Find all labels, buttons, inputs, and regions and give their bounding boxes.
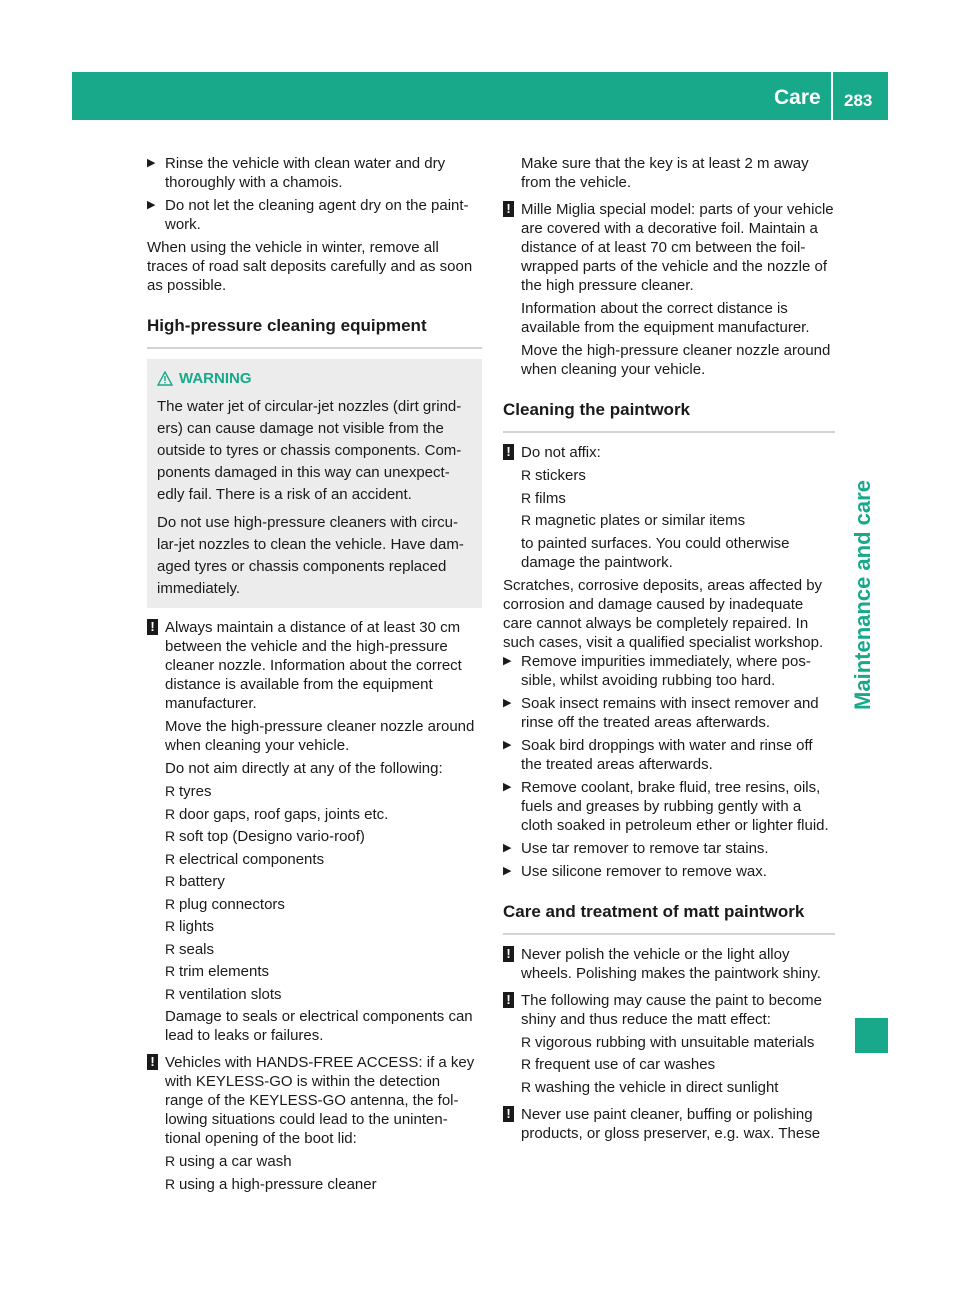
list-item: R trim elements [165,963,270,980]
page-number: 283 [844,91,873,110]
caution-icon: ! [503,444,514,460]
step-arrow-icon: ▶ [503,738,512,751]
warning-triangle-icon [157,371,173,386]
step-arrow-icon: ▶ [503,654,512,667]
instruction-step: ▶ Use tar remover to remove tar stains. [503,839,769,857]
bullet-list [521,1033,835,1097]
header-separator [831,72,833,120]
step-arrow-icon: ▶ [503,841,512,854]
list-item: R stickers [521,467,586,484]
caution-icon: ! [503,201,514,217]
step-arrow-icon: ▶ [503,864,512,877]
list-item: R washing the vehicle in direct sunlight [521,1078,779,1096]
list-item: R battery [165,873,225,890]
bullet-list [165,782,482,1004]
list-item: R electrical components [165,850,325,868]
list-item: R ventilation slots [165,985,282,1003]
step-arrow-icon: ▶ [147,199,156,211]
list-item: R magnetic plates or similar items [521,512,746,529]
left-column [147,154,482,1198]
warning-title: WARNING [157,369,472,388]
caution-note: ! Do not affix: R stickers R films R magnetic plates or similar items to painted surfaces. You could otherwise damage the paintwork. [503,443,835,572]
caution-icon: ! [503,992,514,1008]
caution-icon: ! [503,946,514,962]
step-arrow-icon: ▶ [503,780,512,793]
list-item: R vigorous rubbing with unsuitable materials [521,1033,815,1051]
list-item: R using a high-pressure cleaner [165,1175,377,1193]
side-tab-marker [855,1018,888,1053]
list-item: R seals [165,940,215,958]
list-item: R tyres [165,783,212,800]
instruction-step: ▶ Use silicone remover to remove wax. [503,862,767,880]
scratches-paragraph: Scratches, corrosive deposits, areas affected by corrosion and damage caused by inadequate care cannot always be completely repaired. In such cases, visit a qualified specialist workshop. [503,576,824,651]
caution-icon: ! [147,1054,158,1070]
step-arrow-icon: ▶ [147,157,156,169]
heading-high-pressure: High-pressure cleaning equipment [147,315,482,349]
warning-box [147,359,482,608]
caution-icon: ! [503,1106,514,1122]
caution-note: ! The following may cause the paint to become shiny and thus reduce the matt effect: R vigorous rubbing with unsuitable materials R frequent use of car washes R washing the vehicle in direct sunlight [503,991,835,1097]
heading-matt-paintwork: Care and treatment of matt paintwork [503,901,835,935]
caution-note: ! Never use paint cleaner, buffing or polishing products, or gloss preserver, e.g. wax. These [503,1105,835,1143]
continued-paragraph: Make sure that the key is at least 2 m away from the vehicle. [521,155,809,191]
list-item: R plug connectors [165,895,285,913]
bullet-list [521,466,835,530]
list-item: R films [521,489,566,507]
side-tab-label: Maintenance and care [850,480,875,710]
step-arrow-icon: ▶ [503,696,512,709]
right-column [503,154,835,1147]
caution-note: ! Never polish the vehicle or the light alloy wheels. Polishing makes the paintwork shiny. [503,945,835,983]
caution-icon: ! [147,619,158,635]
heading-paintwork: Cleaning the paintwork [503,399,835,433]
list-item: R using a car wash [165,1153,292,1170]
caution-note: ! Vehicles with HANDS-FREE ACCESS: if a key with KEYLESS-GO is within the detection range of the KEYLESS-GO antenna, the fol-lowing situations could lead to the uninten-tional opening of the boot lid: R using a car wash R using a high-pressure cleaner [147,1053,482,1194]
bullet-list [165,1152,482,1194]
header-bar [72,72,888,120]
warning-text: Do not use high-pressure cleaners with circu-lar-jet nozzles to clean the vehicle. Have dam-aged tyres or chassis components replaced immediately. [157,514,464,597]
caution-note: ! Mille Miglia special model: parts of your vehicle are covered with a decorative foil. Maintain a distance of at least 70 cm between the foil-wrapped parts of the vehicle and the nozzle of the high pressure cleaner. Information about the correct distance is available from the equipment manufacturer. Move the high-pressure cleaner nozzle around when cleaning your vehicle. [503,200,835,379]
list-item: R door gaps, roof gaps, joints etc. [165,805,389,823]
instruction-step: ▶ Soak bird droppings with water and rinse off the treated areas afterwards. [503,736,813,773]
list-item: R frequent use of car washes [521,1056,716,1073]
instruction-step: ▶ Do not let the cleaning agent dry on the paint-work. [147,197,469,233]
section-title: Care [774,86,821,109]
instruction-step: ▶ Soak insect remains with insect remover and rinse off the treated areas afterwards. [503,694,819,731]
warning-text: The water jet of circular-jet nozzles (dirt grind-ers) can cause damage not visible from the outside to tyres or chassis components. Com-ponents damaged in this way can unexpect-edly fail. There is a risk of an accident. [157,398,462,503]
caution-note: ! Always maintain a distance of at least 30 cm between the vehicle and the high-pressure cleaner nozzle. Information about the correct distance is available from the equipment manufacturer. Move the high-pressure cleaner nozzle around when cleaning your vehicle. Do not aim directly at any of the following: R tyres R door gaps, roof gaps, joints etc. R soft top (Designo vario-roof) R electrical components R battery R plug connectors R lights R seals R trim elements R ventilation slots Damage to seals or electrical components can lead to leaks or failures. [147,618,482,1045]
instruction-step: ▶ Remove coolant, brake fluid, tree resins, oils, fuels and greases by rubbing gently with a cloth soaked in petroleum ether or lighter fluid. [503,778,829,834]
list-item: R lights [165,918,215,935]
winter-paragraph: When using the vehicle in winter, remove all traces of road salt deposits carefully and as soon as possible. [147,239,473,294]
instruction-step: ▶ Rinse the vehicle with clean water and dry thoroughly with a chamois. [147,155,446,191]
list-item: R soft top (Designo vario-roof) [165,828,365,845]
instruction-step: ▶ Remove impurities immediately, where pos-sible, whilst avoiding rubbing too hard. [503,652,811,689]
